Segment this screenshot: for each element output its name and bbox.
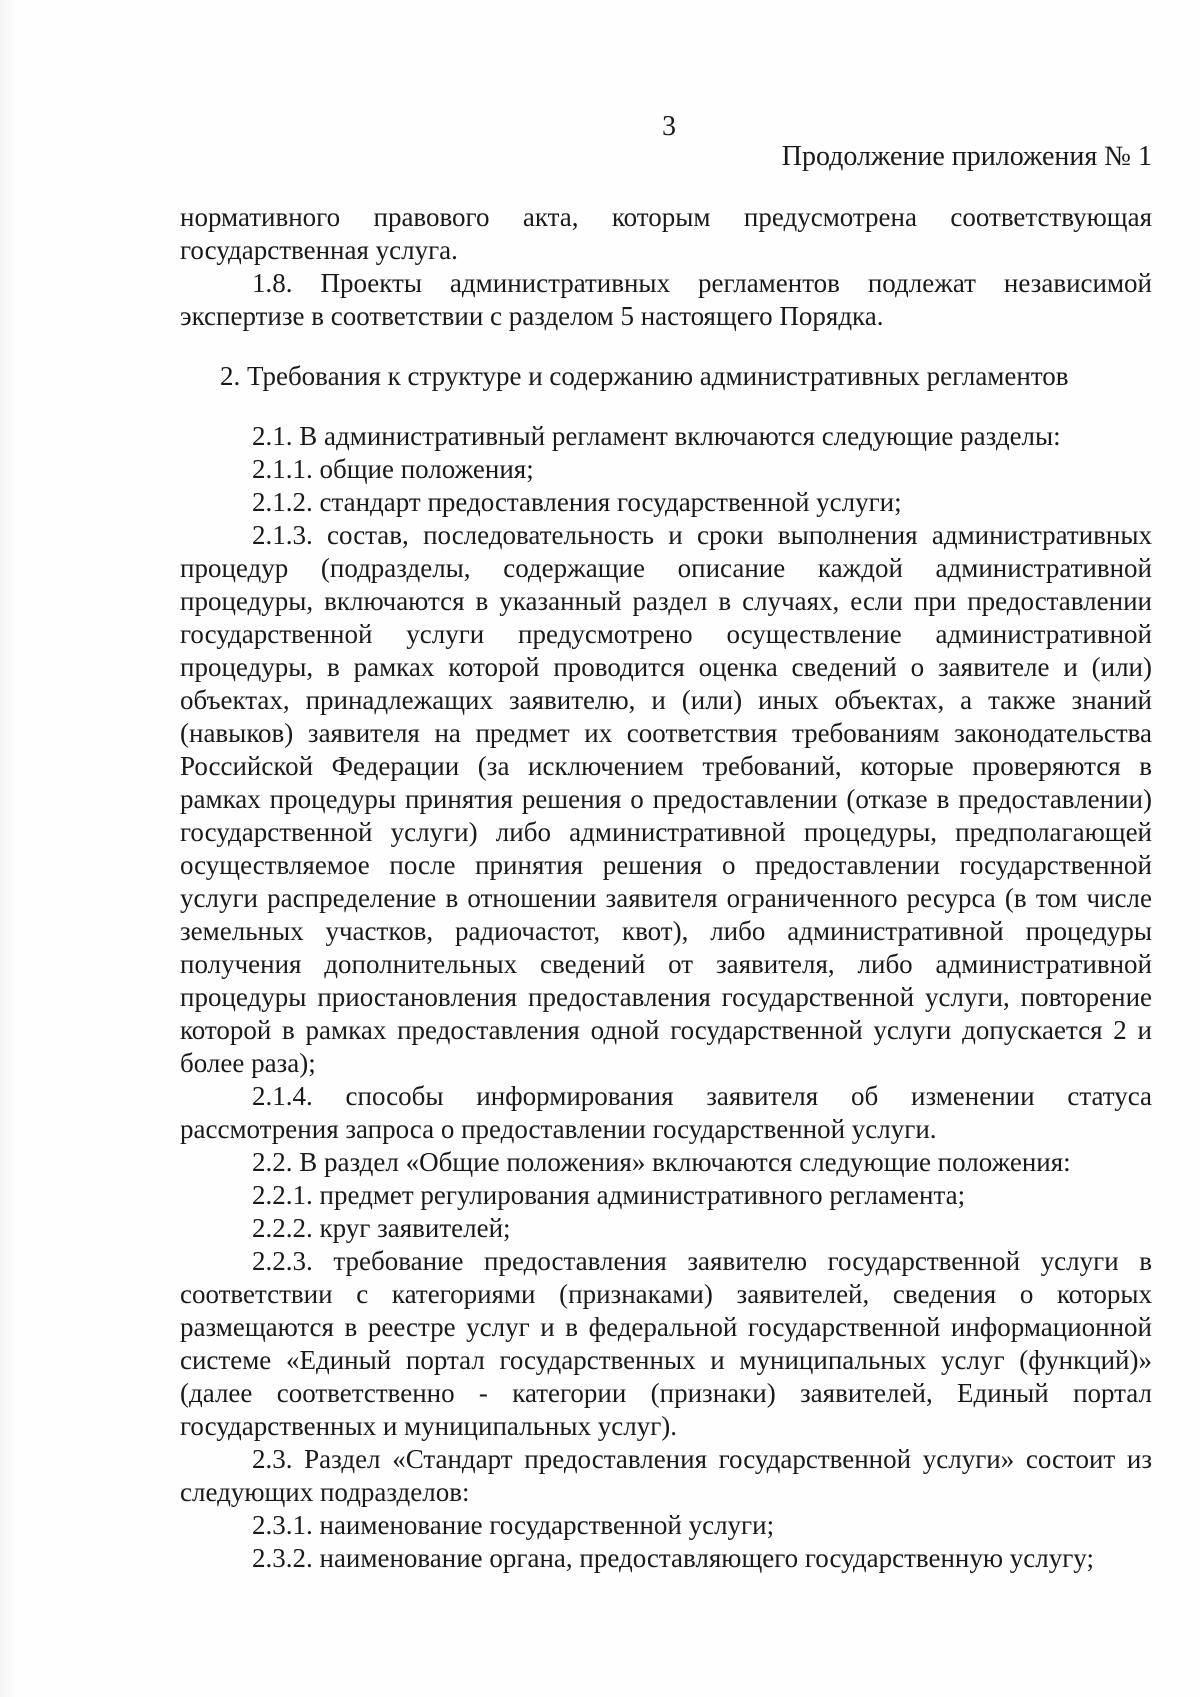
scan-edge-shadow [0,0,18,1697]
paragraph-2-1-4: 2.1.4. способы информирования заявителя об изменении статуса рассмотрения запроса о предоставлении государственной услуги. [180,1081,1152,1144]
paragraph-2-2-2: 2.2.2. круг заявителей; [252,1213,511,1243]
appendix-continuation-label: Продолжение приложения № 1 [781,141,1152,172]
paragraph-2-3-2: 2.3.2. наименование органа, предоставляющего государственную услугу; [252,1543,1094,1573]
paragraph-2-1-1: 2.1.1. общие положения; [252,454,534,484]
paragraph-2-1: 2.1. В административный регламент включаются следующие разделы: [252,421,1061,451]
paragraph-2-3-1: 2.3.1. наименование государственной услуги; [252,1510,775,1540]
paragraph-1-8: 1.8. Проекты административных регламентов подлежат независимой экспертизе в соответствии с разделом 5 настоящего Порядка. [180,268,1152,331]
document-body [180,201,1152,1575]
paragraph-act-continuation: нормативного правового акта, которым предусмотрена соответствующая государственная услуга. [180,202,1152,265]
section-2-heading: 2. Требования к структуре и содержанию административных регламентов [220,361,1069,391]
page-number: 3 [662,111,676,142]
paragraph-2-3: 2.3. Раздел «Стандарт предоставления государственной услуги» состоит из следующих подразделов: [180,1444,1152,1507]
paragraph-2-2-3: 2.2.3. требование предоставления заявителю государственной услуги в соответствии с категориями (признаками) заявителей, сведения о которых размещаются в реестре услуг и в федеральной государственной информационной системе «Единый портал государственных и муниципальных услуг (функций)» (далее соответственно - категории (признаки) заявителей, Единый портал государственных и муниципальных услуг). [180,1246,1152,1441]
paragraph-2-1-3: 2.1.3. состав, последовательность и сроки выполнения административных процедур (подразделы, содержащие описание каждой административной процедуры, включаются в указанный раздел в случаях, если при предоставлении государственной услуги предусмотрено осуществление административной процедуры, в рамках которой проводится оценка сведений о заявителе и (или) объектах, принадлежащих заявителю, и (или) иных объектах, а также знаний (навыков) заявителя на предмет их соответствия требованиям законодательства Российской Федерации (за исключением требований, которые проверяются в рамках процедуры принятия решения о предоставлении (отказе в предоставлении) государственной услуги) либо административной процедуры, предполагающей осуществляемое после принятия решения о предоставлении государственной услуги распределение в отношении заявителя ограниченного ресурса (в том числе земельных участков, радиочастот, квот), либо административной процедуры получения дополнительных сведений от заявителя, либо административной процедуры приостановления предоставления государственной услуги, повторение которой в рамках предоставления одной государственной услуги допускается 2 и более раза); [180,520,1152,1078]
paragraph-2-2: 2.2. В раздел «Общие положения» включаются следующие положения: [252,1147,1071,1177]
paragraph-2-2-1: 2.2.1. предмет регулирования административного регламента; [252,1180,966,1210]
paragraph-2-1-2: 2.1.2. стандарт предоставления государственной услуги; [252,487,902,517]
